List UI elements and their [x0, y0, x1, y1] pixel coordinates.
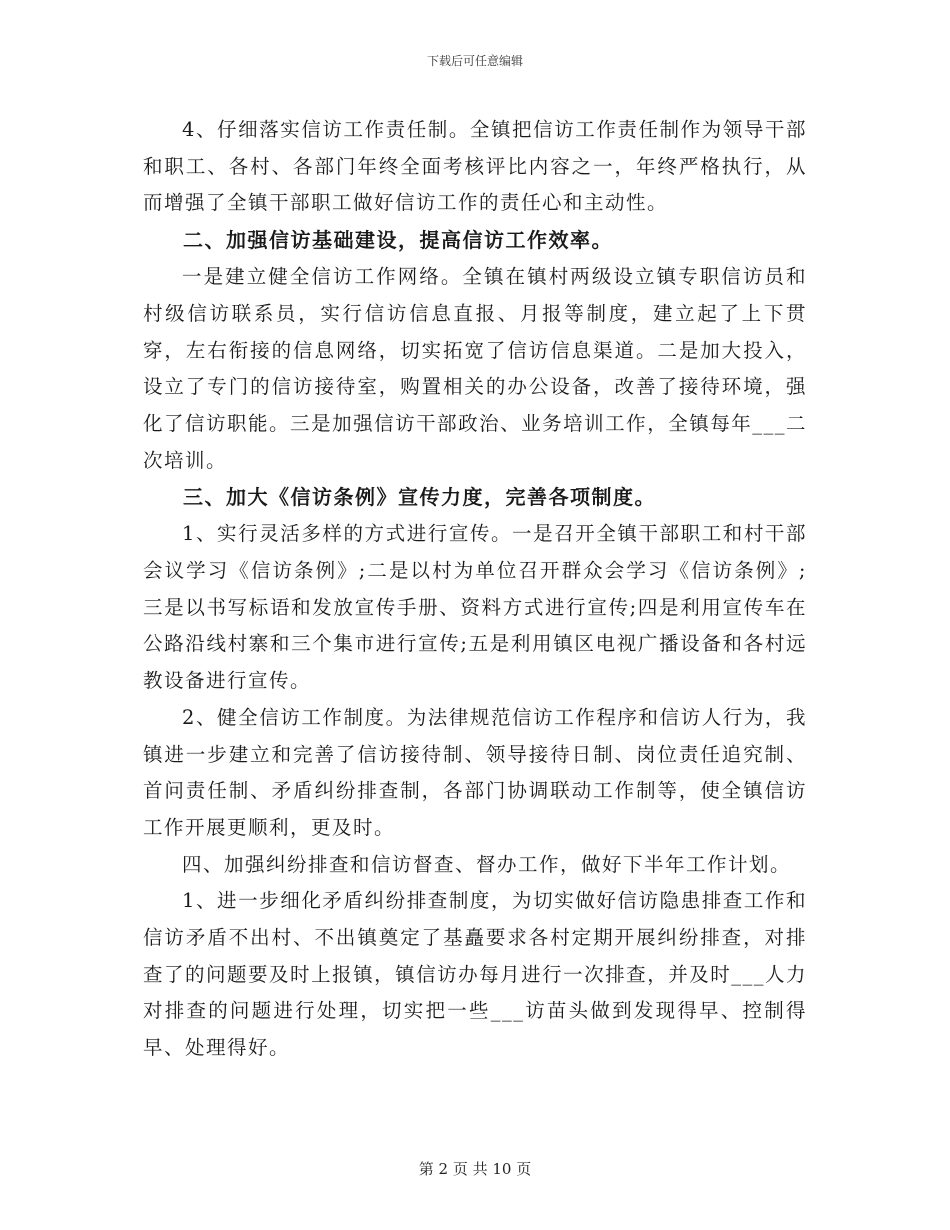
- page-header-note: 下载后可任意编辑: [426, 54, 523, 68]
- paragraph-network: 一是建立健全信访工作网络。全镇在镇村两级设立镇专职信访员和村级信访联系员，实行信访信息直报、月报等制度，建立起了上下贯穿，左右衔接的信息网络，切实拓宽了信访信息渠道。二是加大投入，设立了专门的信访接待室，购置相关的办公设备，改善了接待环境，强化了信访职能。三是加强信访干部政治、业务培训工作，全镇每年___二次培训。: [143, 265, 807, 472]
- section-heading-4: 四、加强纠纷排查和信访督查、督办工作，做好下半年工作计划。: [182, 852, 792, 876]
- section-heading-2: 二、加强信访基础建设，提高信访工作效率。: [183, 228, 613, 253]
- document-body: [143, 112, 807, 1067]
- section-heading-3: 三、加大《信访条例》宣传力度，完善各项制度。: [183, 485, 656, 510]
- paragraph-system: 2、健全信访工作制度。为法律规范信访工作程序和信访人行为，我镇进一步建立和完善了信访接待制、领导接待日制、岗位责任追究制、首问责任制、矛盾纠纷排查制，各部门协调联动工作制等，使全镇信访工作开展更顺利，更及时。: [143, 705, 807, 839]
- paragraph-investigation: 1、进一步细化矛盾纠纷排查制度，为切实做好信访隐患排查工作和信访矛盾不出村、不出镇奠定了基矗要求各村定期开展纠纷排查，对排查了的问题要及时上报镇，镇信访办每月进行一次排查，并及时___人力对排查的问题进行处理，切实把一些___访苗头做到发现得早、控制得早、处理得好。: [143, 889, 807, 1060]
- paragraph-responsibility: 4、仔细落实信访工作责任制。全镇把信访工作责任制作为领导干部和职工、各村、各部门年终全面考核评比内容之一，年终严格执行，从而增强了全镇干部职工做好信访工作的责任心和主动性。: [143, 118, 807, 215]
- paragraph-publicity: 1、实行灵活多样的方式进行宣传。一是召开全镇干部职工和村干部会议学习《信访条例》;二是以村为单位召开群众会学习《信访条例》;三是以书写标语和发放宣传手册、资料方式进行宣传;四是利用宣传车在公路沿线村寨和三个集市进行宣传;五是利用镇区电视广播设备和各村远教设备进行宣传。: [143, 522, 807, 693]
- page-number: 第 2 页 共 10 页: [418, 1160, 532, 1178]
